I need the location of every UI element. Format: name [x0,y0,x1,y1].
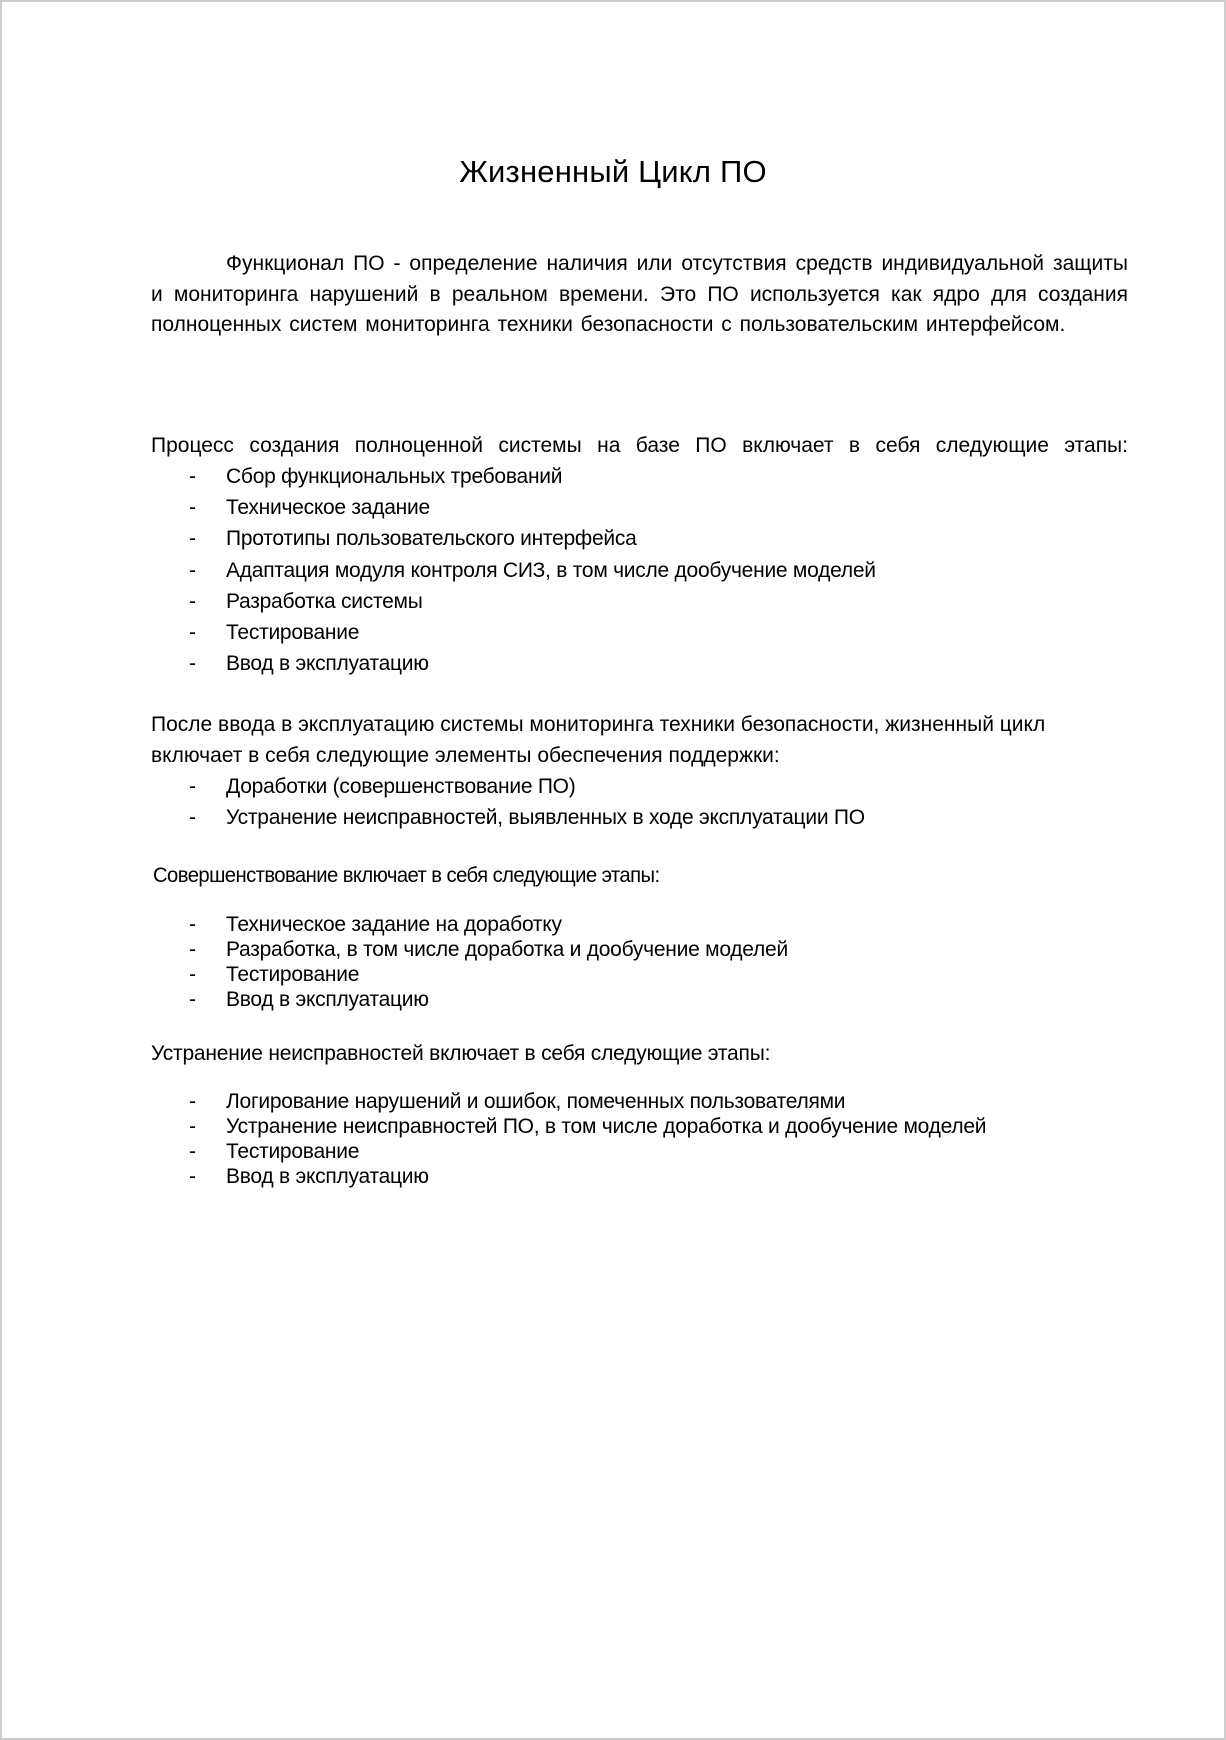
improvement-section-heading: Совершенствование включает в себя следующие этапы: [153,864,660,887]
list-item-text: Техническое задание [226,496,430,520]
list-item [151,962,1128,987]
fix-steps-list [151,1089,1128,1189]
support-elements-list [151,771,1128,833]
list-item-text: Ввод в эксплуатацию [226,652,429,676]
document-title: Жизненный Цикл ПО [459,154,767,189]
list-item [151,461,1128,492]
list-item-text: Сбор функциональных требований [226,465,563,488]
improvement-steps-list [151,912,1128,1012]
process-section-heading: Процесс создания полноценной системы на базе ПО включает в себя следующие этапы: [151,434,1128,457]
list-item [151,987,1128,1012]
dash-bullet-icon: - [189,465,196,488]
list-item-text: Разработка, в том числе доработка и дообучение моделей [226,938,788,961]
dash-bullet-icon: - [189,938,196,961]
list-item [151,492,1128,523]
list-item [151,1114,1128,1139]
list-item [151,523,1128,554]
dash-bullet-icon: - [189,621,196,645]
list-item-text: Техническое задание на доработку [226,913,562,936]
dash-bullet-icon: - [189,775,196,798]
list-item-text: Устранение неисправностей ПО, в том числе доработка и дообучение моделей [226,1115,987,1138]
list-item-text: Тестирование [226,1140,360,1163]
list-item-text: Тестирование [226,963,360,986]
list-item [151,1164,1128,1189]
list-item [151,586,1128,617]
list-item [151,1089,1128,1114]
list-item [151,555,1128,586]
list-item-text: Доработки (совершенствование ПО) [226,775,576,798]
list-item-text: Ввод в эксплуатацию [226,1165,429,1188]
intro-paragraph: Функционал ПО - определение наличия или отсутствия средств индивидуальной защиты и мониторинга нарушений в реальном времени. Это ПО используется как ядро для создания полноценных систем мониторинга техники безопасности с пользовательским интерфейсом. [151,252,1128,336]
list-item [151,912,1128,937]
list-item [151,802,1128,833]
dash-bullet-icon: - [189,558,196,582]
dash-bullet-icon: - [189,963,196,986]
list-item [151,771,1128,802]
list-item-text: Прототипы пользовательского интерфейса [226,527,637,551]
list-item-text: Тестирование [226,621,360,645]
list-item-text: Ввод в эксплуатацию [226,988,429,1011]
list-item-text: Разработка системы [226,589,423,613]
dash-bullet-icon: - [189,988,196,1011]
list-item-text: Логирование нарушений и ошибок, помеченных пользователями [226,1090,846,1113]
list-item [151,648,1128,679]
fix-section-heading: Устранение неисправностей включает в себя следующие этапы: [151,1042,771,1065]
process-steps-list [151,461,1128,679]
dash-bullet-icon: - [189,527,196,551]
dash-bullet-icon: - [189,1090,196,1113]
list-item-text: Устранение неисправностей, выявленных в ходе эксплуатации ПО [226,806,865,829]
dash-bullet-icon: - [189,1140,196,1163]
dash-bullet-icon: - [189,589,196,613]
list-item [151,937,1128,962]
dash-bullet-icon: - [189,1165,196,1188]
list-item [151,617,1128,648]
list-item [151,1139,1128,1164]
dash-bullet-icon: - [189,496,196,520]
dash-bullet-icon: - [189,1115,196,1138]
dash-bullet-icon: - [189,806,196,829]
dash-bullet-icon: - [189,913,196,936]
list-item-text: Адаптация модуля контроля СИЗ, в том числе дообучение моделей [226,558,876,582]
support-section-heading: После ввода в эксплуатацию системы мониторинга техники безопасности, жизненный цикл включает в себя следующие элементы обеспечения поддержки: [151,713,1046,767]
dash-bullet-icon: - [189,652,196,676]
